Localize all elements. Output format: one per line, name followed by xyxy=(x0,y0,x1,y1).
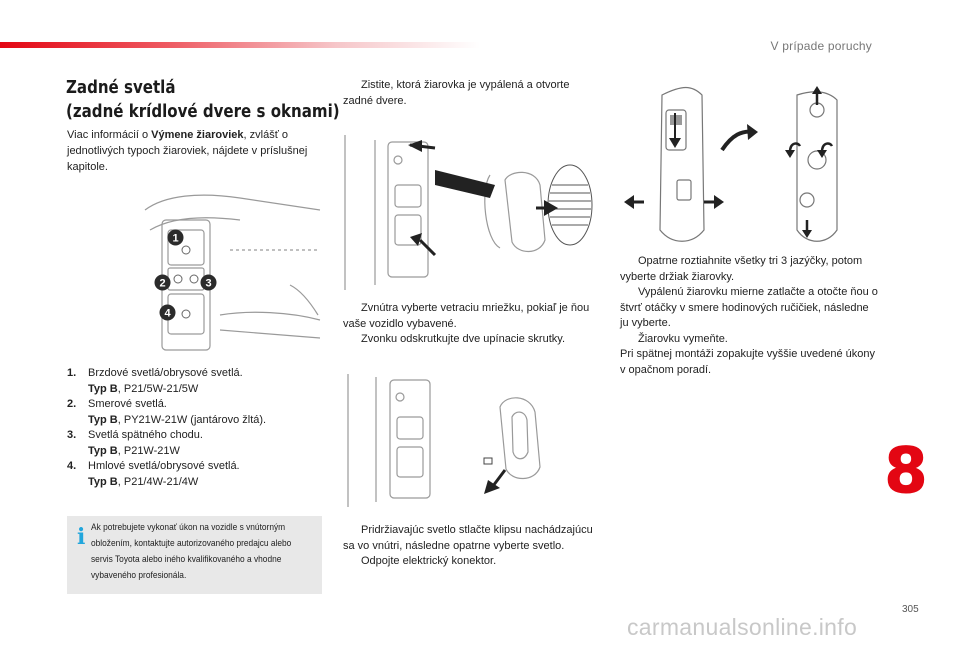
chapter-badge xyxy=(876,436,936,516)
step-item xyxy=(620,285,880,332)
step-item xyxy=(343,554,601,570)
bulb-legend xyxy=(67,366,327,490)
step-item xyxy=(343,301,601,332)
legend-name: Hmlové svetlá/obrysové svetlá. xyxy=(88,460,240,472)
clip-release-figure xyxy=(340,372,550,507)
legend-name: Svetlá spätného chodu. xyxy=(88,429,203,441)
step-item xyxy=(343,523,601,554)
legend-type-label: Typ B xyxy=(88,444,118,457)
step-text: Opatrne roztiahnite všetky tri 3 jazýčky, potom vyberte držiak žiarovky. xyxy=(620,255,863,283)
step-text: Pridržiavajúc svetlo stlačte klipsu nachádzajúcu sa vo vnútri, následne opatrne vyberte svetlo. xyxy=(343,524,593,552)
legend-item xyxy=(67,366,327,397)
legend-name: Brzdové svetlá/obrysové svetlá. xyxy=(88,367,243,379)
step-remove-lamp xyxy=(343,523,601,570)
legend-type-label: Typ B xyxy=(88,413,118,426)
legend-type-value: , P21/5W-21/5W xyxy=(117,382,199,395)
callout-3 xyxy=(200,274,217,296)
legend-item xyxy=(67,397,327,428)
info-text: Ak potrebujete vykonať úkon na vozidle s vnútorným obložením, kontaktujte autorizovaného predajcu alebo servis Toyota alebo iného kvalifikovaného a vhodne vybaveného profesionála. xyxy=(91,522,292,581)
intro-after: , zvlášť o jednotlivých typoch žiaroviek, nájdete v príslušnej kapitole. xyxy=(67,129,308,173)
callout-3-label: 3 xyxy=(205,277,212,290)
legend-item xyxy=(67,428,327,459)
legend-num: 1. xyxy=(67,367,77,379)
info-box xyxy=(67,516,322,594)
chapter-title: V prípade poruchy xyxy=(770,39,872,53)
legend-type-value: , P21/4W-21/4W xyxy=(117,475,199,488)
legend-num: 2. xyxy=(67,398,77,410)
callout-4-label: 4 xyxy=(164,307,171,320)
legend-type-value: , PY21W-21W (jantárovo žltá). xyxy=(117,413,267,426)
legend-type-label: Typ B xyxy=(88,382,118,395)
bulb-holder-figure xyxy=(622,80,857,250)
intro-paragraph xyxy=(67,127,322,175)
chapter-number: 8 xyxy=(884,436,928,507)
step-text: Odpojte elektrický konektor. xyxy=(361,555,497,567)
callout-2 xyxy=(154,274,171,296)
title-line-2: (zadné krídlové dvere s oknami) xyxy=(66,102,340,122)
legend-item xyxy=(67,459,327,490)
info-icon: i xyxy=(77,524,86,550)
step-text: Zvnútra vyberte vetraciu mriežku, pokiaľ je ňou vaše vozidlo vybavené. xyxy=(343,302,590,330)
intro-bold-link: Výmene žiaroviek xyxy=(151,129,244,141)
intro-before: Viac informácií o xyxy=(67,129,152,141)
column-3-steps xyxy=(620,254,880,378)
step-item xyxy=(343,332,601,348)
page-title xyxy=(66,76,340,124)
step-text: Zistite, ktorá žiarovka je vypálená a otvorte zadné dvere. xyxy=(343,79,570,107)
step-item xyxy=(620,254,880,285)
callout-1-label: 1 xyxy=(172,232,179,245)
callout-4 xyxy=(159,304,176,326)
legend-num: 4. xyxy=(67,460,77,472)
legend-num: 3. xyxy=(67,429,77,441)
page-number: 305 xyxy=(902,604,919,615)
step-text: Žiarovku vymeňte. xyxy=(638,332,728,345)
step-text: Vypálenú žiarovku mierne zatlačte a otočte ňou o štvrť otáčky v smere hodinových ručičiek, následne ju vyberte. xyxy=(620,286,878,329)
step-remove-grille xyxy=(343,301,601,348)
step-identify-bulb xyxy=(343,78,601,109)
legend-type-value: , P21W-21W xyxy=(117,444,180,457)
callout-2-label: 2 xyxy=(159,277,166,290)
callout-1 xyxy=(167,229,184,251)
reassembly-note: Pri spätnej montáži zopakujte vyššie uvedené úkony v opačnom poradí. xyxy=(620,348,875,376)
vent-grille-figure xyxy=(340,130,595,290)
step-text: Zvonku odskrutkujte dve upínacie skrutky. xyxy=(361,333,566,345)
watermark-text: carmanualsonline.info xyxy=(627,614,858,640)
step-item xyxy=(620,332,880,348)
legend-type-label: Typ B xyxy=(88,475,118,488)
header-accent-bar xyxy=(0,42,480,48)
title-line-1: Zadné svetlá xyxy=(66,78,176,98)
legend-name: Smerové svetlá. xyxy=(88,398,167,410)
